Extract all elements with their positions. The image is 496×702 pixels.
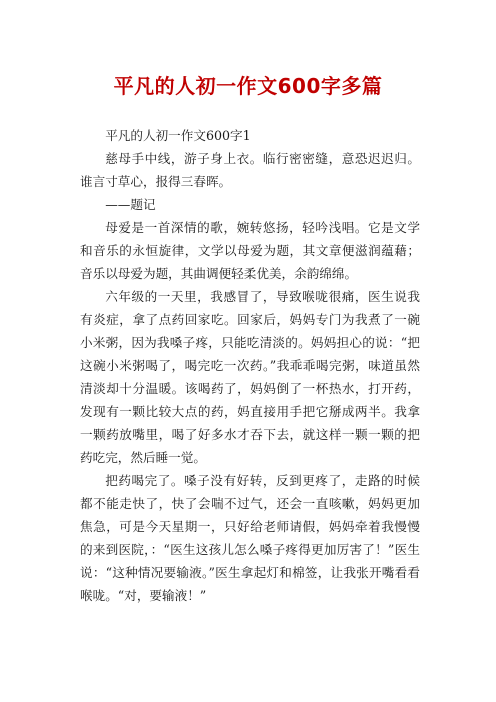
paragraph-poem: 慈母手中线，游子身上衣。临行密密缝，意恐迟迟归。谁言寸草心，报得三春晖。 <box>80 151 420 189</box>
document-title: 平凡的人初一作文600字多篇 <box>113 74 383 98</box>
paragraph-sixth-grade: 六年级的一天里，我感冒了，导致喉咙很痛，医生说我有炎症，拿了点药回家吃。回家后，妈妈专门为我煮了一碗小米粥，因为我嗓子疼，只能吃清淡的。妈妈担心的说：“把这碗小米粥喝了，喝完吃一次药。”我乖乖喝完粥，味道虽然清淡却十分温暖。该喝药了，妈妈倒了一杯热水，打开药，发现有一颗比较大点的药，妈直接用手把它掰成两半。我拿一颗药放嘴里，喝了好多水才吞下去，就这样一颗一颗的把药吃完，然后睡一觉。 <box>80 289 420 465</box>
document-body <box>80 124 420 607</box>
paragraph-hospital: 把药喝完了。嗓子没有好转，反到更疼了，走路的时候都不能走快了，快了会喘不过气，还会一直咳嗽，妈妈更加焦急，可是今天星期一，只好给老师请假，妈妈牵着我慢慢的来到医院，：“医生这孩儿怎么嗓子疼得更加厉害了！”医生说：“这种情况要输液。”医生拿起灯和棉签，让我张开嘴看看喉咙。“对，要输液！” <box>80 473 420 603</box>
paragraph-heading: 平凡的人初一作文600字1 <box>105 128 251 143</box>
paragraph-mother-love: 母爱是一首深情的歌，婉转悠扬，轻吟浅唱。它是文学和音乐的永恒旋律，文学以母爱为题，其文章便滋润蕴藉；音乐以母爱为题，其曲调便轻柔优美，余韵绵绵。 <box>80 220 420 281</box>
paragraph-epigraph: ——题记 <box>105 197 156 212</box>
